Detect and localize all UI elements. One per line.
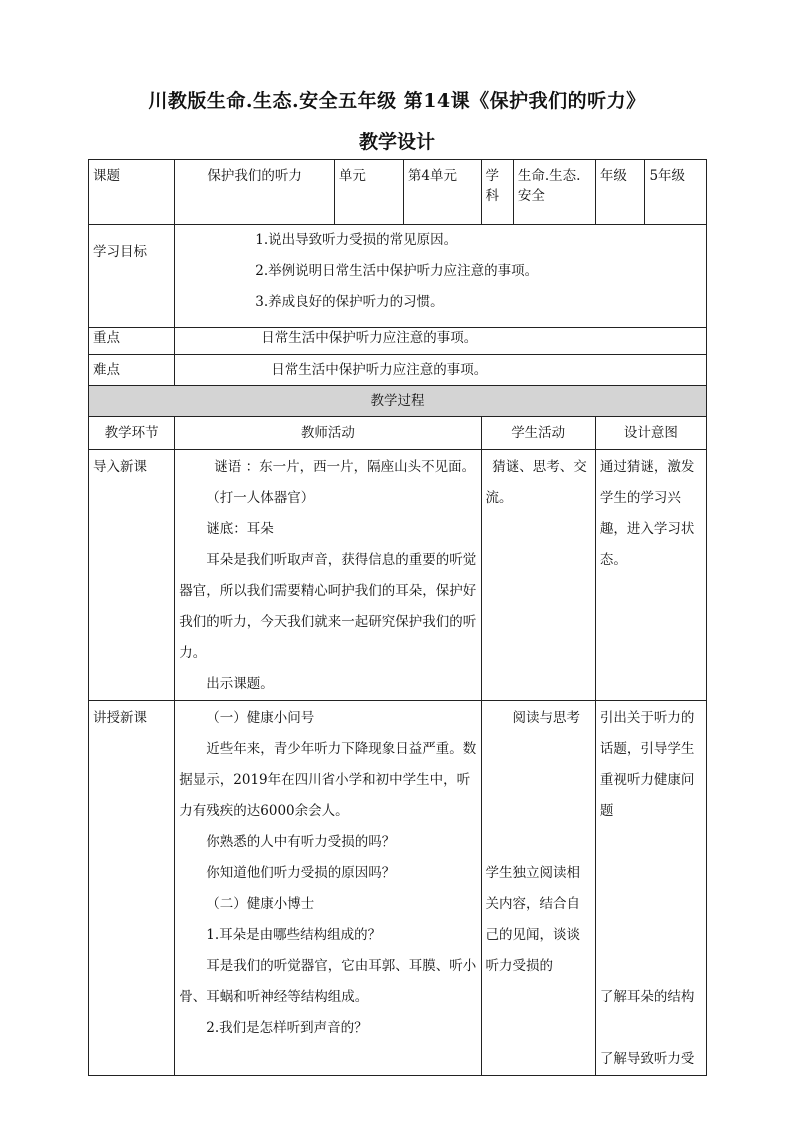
goal-item: 2.举例说明日常生活中保护听力应注意的事项。: [255, 263, 539, 279]
key-point-value: 日常生活中保护听力应注意的事项。: [175, 328, 707, 355]
col-teacher: 教师活动: [175, 417, 481, 450]
student-new: 阅读与思考 学生独立阅读相关内容，结合自己的见闻，谈谈听力受损的: [481, 701, 595, 1076]
goal-item: 1.说出导致听力受损的常见原因。: [255, 232, 458, 248]
goals-label: 学习目标: [89, 225, 175, 328]
process-row-new: [89, 701, 707, 1076]
goals-list: [175, 225, 707, 328]
subject-value: 生命.生态.安全: [513, 160, 595, 225]
grade-label: 年级: [595, 160, 645, 225]
difficulty-label: 难点: [89, 355, 175, 386]
grade-value: 5年级: [645, 160, 707, 225]
stage-intro: 导入新课: [89, 450, 175, 701]
process-title-row: [89, 386, 707, 417]
key-point-label: 重点: [89, 328, 175, 355]
topic-label: 课题: [89, 160, 175, 225]
process-columns-row: [89, 417, 707, 450]
teacher-new: （一）健康小问号 近些年来，青少年听力下降现象日益严重。数据显示，2019年在四川省小学和初中学生中，听力有残疾的达6000余会人。 你熟悉的人中有听力受损的吗？ 你知道他们听力受损的原因吗？ （二）健康小博士 1.耳朵是由哪些结构组成的？ 耳是我们的听觉器官，它由耳郭、耳膜、听小骨、耳蜗和听神经等结构组成。 2.我们是怎样听到声音的？: [175, 701, 481, 1076]
difficulty-value: 日常生活中保护听力应注意的事项。: [175, 355, 707, 386]
document-subtitle: 教学设计: [358, 131, 435, 153]
topic-value: 保护我们的听力: [175, 160, 335, 225]
goals-row: [89, 225, 707, 328]
lesson-plan-table: [88, 159, 707, 1076]
difficulty-row: [89, 355, 707, 386]
process-row-intro: [89, 450, 707, 701]
col-intent: 设计意图: [595, 417, 706, 450]
process-title: 教学过程: [89, 386, 707, 417]
goal-item: 3.养成良好的保护听力的习惯。: [255, 294, 444, 310]
col-stage: 教学环节: [89, 417, 175, 450]
intent-new: 引出关于听力的话题，引导学生重视听力健康问题 了解耳朵的结构 了解导致听力受: [595, 701, 706, 1076]
document-title: 川教版生命.生态.安全五年级 第14课《保护我们的听力》: [148, 90, 646, 112]
unit-value: 第4单元: [403, 160, 481, 225]
unit-label: 单元: [334, 160, 403, 225]
intent-intro: 通过猜谜，激发学生的学习兴趣，进入学习状态。: [595, 450, 706, 701]
teacher-intro: 谜语 ：东一片，西一片，隔座山头不见面。 （打一人体器官） 谜底：耳朵 耳朵是我们听取声音，获得信息的重要的听觉器官，所以我们需要精心呵护我们的耳朵，保护好我们的听力，今天我们就来一起研究保护我们的听力。 出示课题。: [175, 450, 481, 701]
col-student: 学生活动: [481, 417, 595, 450]
subject-label: 学科: [481, 160, 513, 225]
header-row: [89, 160, 707, 225]
student-intro: 猜谜、思考、交流。: [481, 450, 595, 701]
key-point-row: [89, 328, 707, 355]
stage-new: 讲授新课: [89, 701, 175, 1076]
